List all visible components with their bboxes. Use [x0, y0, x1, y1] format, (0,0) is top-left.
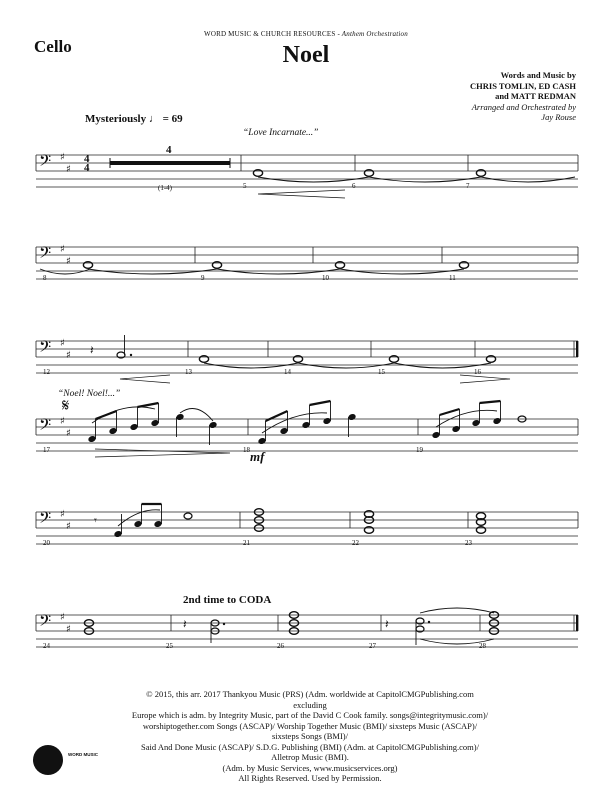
beam	[440, 409, 460, 415]
quarter-rest-icon: 𝄽	[90, 343, 94, 357]
publisher-logo-text: WORD MUSIC	[68, 752, 98, 757]
measure-number: 6	[352, 182, 356, 190]
measure-number: 14	[284, 368, 291, 376]
decrescendo-hairpin	[460, 375, 510, 383]
crescendo-hairpin	[258, 190, 345, 198]
arranged-line-1: Arranged and Orchestrated by	[471, 101, 576, 112]
measure-number: 16	[474, 368, 481, 376]
bass-clef-icon: 𝄢	[39, 338, 52, 360]
instrument-name: Cello	[34, 37, 72, 56]
credits-names-1: CHRIS TOMLIN, ED CASH	[470, 80, 576, 91]
measure-number: 28	[479, 642, 486, 650]
sharp-icon: ♯	[60, 509, 65, 520]
beam	[138, 403, 159, 407]
measure-number: 15	[378, 368, 385, 376]
sharp-icon: ♯	[60, 244, 65, 255]
credits-names-2: and MATT REDMAN	[495, 91, 576, 101]
quarter-note-icon: ♩	[148, 113, 160, 125]
sharp-icon: ♯	[66, 428, 71, 439]
sharp-icon: ♯	[66, 164, 71, 175]
multirest-count: 4	[166, 144, 172, 156]
measure-number: 22	[352, 539, 359, 547]
measure-number: 8	[43, 274, 47, 282]
quarter-rest-icon: 𝄽	[183, 617, 187, 631]
publisher-name: WORD MUSIC & CHURCH RESOURCES	[204, 30, 336, 38]
dot	[130, 354, 132, 356]
measure-number: 9	[201, 274, 205, 282]
publisher-subtitle: - Anthem Orchestration	[337, 30, 408, 38]
beam	[266, 411, 288, 421]
final-barline	[576, 615, 578, 631]
decrescendo-hairpin	[95, 449, 230, 457]
eighth-rest-icon: 𝄾	[94, 514, 97, 527]
tempo-value: = 69	[162, 113, 183, 125]
beam	[480, 401, 501, 403]
copyright-line-4: Said And Done Music (ASCAP)/ S.D.G. Publishing (BMI) (Adm. at CapitolCMGPublishing.com)/ Alletrop Music (BMI).	[141, 741, 479, 762]
measure-number: 23	[465, 539, 472, 547]
lyric-cue-2: “Noel! Noel!...”	[58, 389, 121, 399]
tie-curve	[340, 269, 464, 274]
tempo-text: Mysteriously	[85, 113, 147, 125]
slur-curve	[92, 407, 155, 423]
song-title: Noel	[282, 42, 330, 68]
sharp-icon: ♯	[60, 612, 65, 623]
crescendo-hairpin	[120, 375, 170, 383]
bass-clef-icon: 𝄢	[39, 244, 52, 266]
copyright-line-3: worshiptogether.com Songs (ASCAP)/ Worship Together Music (BMI)/ sixsteps Music (ASCAP)/ sixsteps Songs (BMI)/	[142, 720, 478, 741]
sharp-icon: ♯	[60, 416, 65, 427]
tie-curve	[369, 177, 481, 182]
measure-number: 7	[466, 182, 470, 190]
copyright-line-6: All Rights Reserved. Used by Permission.	[238, 773, 382, 783]
measure-number: 19	[416, 446, 423, 454]
time-signature-bottom: 4	[84, 162, 90, 174]
copyright-line-5: (Adm. by Music Services, www.musicservices.org)	[222, 762, 398, 773]
copyright-footer	[130, 689, 490, 784]
measure-number: 13	[185, 368, 192, 376]
measure-number: 11	[449, 274, 456, 282]
sharp-icon: ♯	[66, 350, 71, 361]
beam	[310, 401, 331, 405]
measure-number: 20	[43, 539, 50, 547]
quarter-rest-icon: 𝄽	[385, 617, 389, 631]
half-note	[184, 513, 192, 519]
coda-instruction: 2nd time to CODA	[183, 594, 272, 606]
tie-curve	[481, 177, 575, 182]
bass-clef-icon: 𝄢	[39, 416, 52, 438]
measure-number: 10	[322, 274, 329, 282]
copyright-line-1: © 2015, this arr. 2017 Thankyou Music (PRS) (Adm. worldwide at CapitolCMGPublishing.com excluding	[146, 689, 474, 710]
copyright-line-2: Europe which is adm. by Integrity Music, part of the David C Cook family. songs@integritymusic.com)/	[131, 710, 489, 720]
sharp-icon: ♯	[66, 256, 71, 267]
final-barline	[576, 341, 578, 357]
measure-number: 24	[43, 642, 50, 650]
segno-icon: 𝄋	[62, 396, 70, 416]
arranged-line-2: Jay Rouse	[541, 112, 576, 122]
lyric-cue-1: “Love Incarnate...”	[243, 128, 319, 138]
tie-curve	[88, 269, 217, 274]
measure-number: 21	[243, 539, 250, 547]
measure-number: 18	[243, 446, 250, 454]
bass-clef-icon: 𝄢	[39, 509, 52, 531]
bass-clef-icon: 𝄢	[39, 152, 52, 174]
slur-curve	[262, 413, 327, 433]
dot	[428, 621, 430, 623]
dynamic-marking: mf	[250, 449, 265, 464]
sharp-icon: ♯	[66, 521, 71, 532]
multirest-bar	[110, 161, 230, 165]
multirest-range: (1-4)	[158, 184, 172, 192]
measure-number: 17	[43, 446, 50, 454]
sharp-icon: ♯	[66, 624, 71, 635]
measure-number: 27	[369, 642, 376, 650]
measure-number: 12	[43, 368, 50, 376]
measure-number: 26	[277, 642, 284, 650]
time-signature-top: 4	[84, 153, 90, 165]
bass-clef-icon: 𝄢	[39, 612, 52, 634]
measure-number: 5	[243, 182, 247, 190]
sharp-icon: ♯	[60, 152, 65, 163]
sharp-icon: ♯	[60, 338, 65, 349]
dot	[223, 623, 225, 625]
tie-curve	[420, 608, 494, 613]
measure-number: 25	[166, 642, 173, 650]
tie-curve	[40, 269, 90, 274]
credits-label: Words and Music by	[500, 70, 576, 80]
publisher-logo-icon	[33, 745, 63, 775]
